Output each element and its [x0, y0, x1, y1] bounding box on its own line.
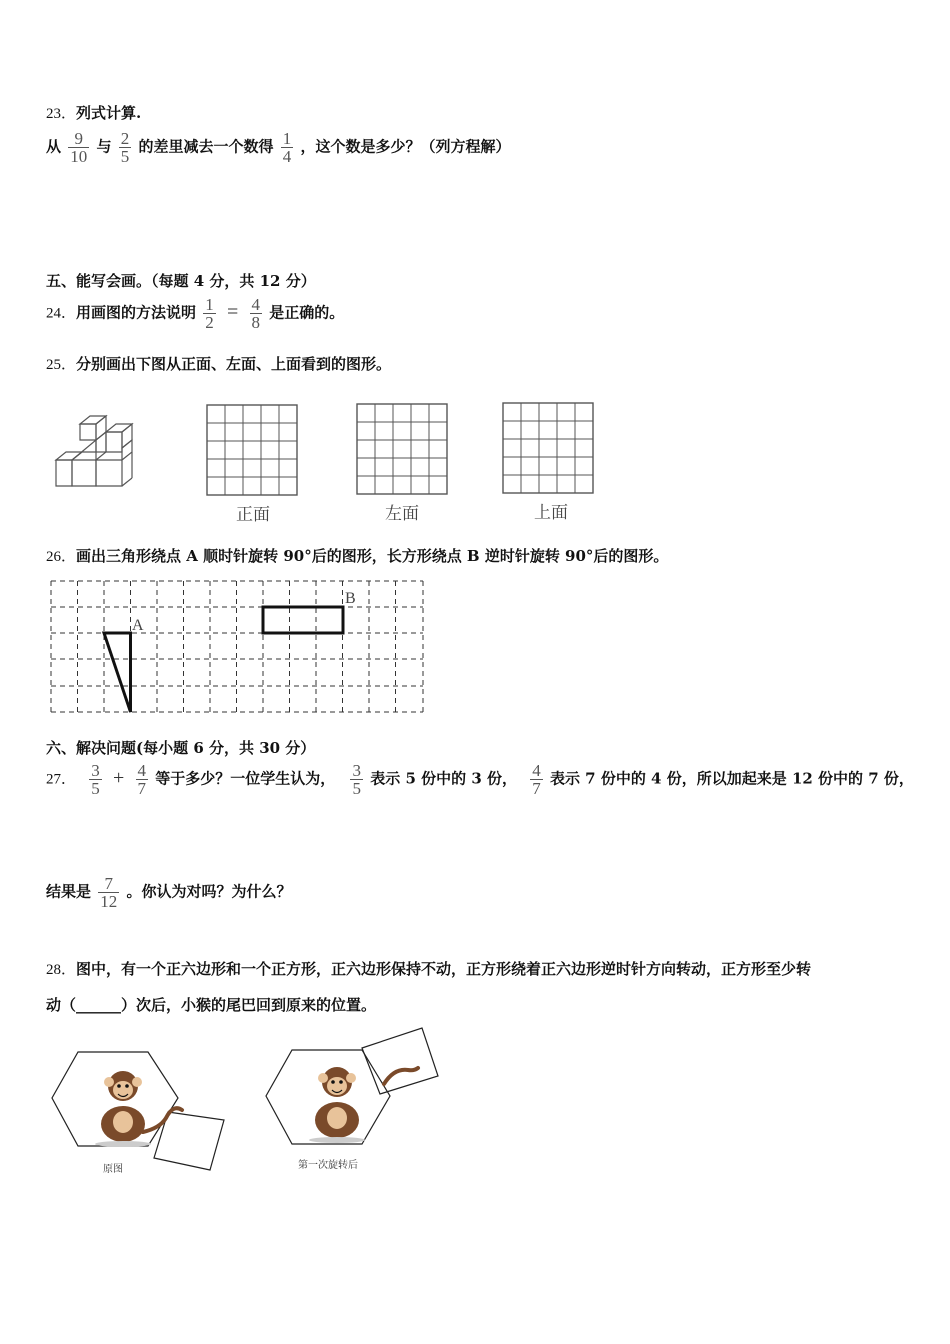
denominator: 5 — [352, 779, 361, 798]
fraction — [250, 296, 263, 331]
q23-body — [46, 130, 510, 165]
question-number: 23． — [46, 106, 77, 122]
question-title: 列式计算. — [76, 104, 142, 122]
question-number: 25． — [46, 357, 77, 373]
fraction — [136, 762, 149, 797]
top-view-label: 上面 — [534, 503, 568, 522]
denominator: 7 — [137, 779, 146, 798]
question-number: 24． — [46, 305, 77, 322]
denominator: 4 — [282, 147, 292, 166]
text: 与 — [96, 137, 112, 156]
question-number: 26． — [46, 549, 77, 565]
front-view-grid — [206, 404, 300, 498]
original-caption: 原图 — [103, 1164, 123, 1175]
q24-body — [46, 296, 344, 331]
question-text: 分别画出下图从正面、左面、上面看到的图形。 — [76, 355, 392, 373]
square-shape — [362, 1028, 438, 1094]
q26-heading — [46, 545, 668, 566]
fraction — [350, 762, 363, 797]
cube-stack-figure — [50, 410, 150, 494]
fraction — [68, 130, 89, 165]
q27-line2 — [46, 875, 292, 910]
text: 是正确的。 — [269, 303, 345, 322]
numerator: 4 — [251, 295, 261, 314]
point-b-label: B — [345, 590, 356, 607]
q28-line2: 动（______）次后，小猴的尾巴回到原来的位置。 — [46, 996, 377, 1014]
text: 表示 5 份中的 3 份， — [370, 769, 517, 788]
q23-heading — [46, 102, 141, 123]
numerator: 9 — [74, 129, 83, 148]
fraction — [98, 875, 119, 910]
fraction — [119, 130, 132, 165]
numerator: 1 — [282, 129, 292, 148]
text: ，这个数是多少？（列方程解） — [300, 137, 511, 156]
text: 的差里减去一个数得 — [138, 137, 274, 156]
rotation-grid — [48, 578, 428, 718]
text: 等于多少？一位学生认为， — [155, 769, 336, 788]
text: 用画图的方法说明 — [76, 303, 197, 322]
fraction — [203, 296, 216, 331]
left-view-label: 左面 — [385, 504, 419, 523]
numerator: 3 — [91, 761, 100, 780]
denominator: 2 — [205, 313, 214, 332]
triangle-shape — [104, 633, 131, 712]
q28-line1 — [46, 958, 811, 979]
monkey-tail — [384, 1068, 418, 1084]
rectangle-shape — [263, 607, 343, 633]
numerator: 2 — [120, 129, 130, 148]
q27-line1 — [46, 762, 914, 797]
top-view-grid — [502, 402, 596, 496]
rotated-figure — [262, 1024, 442, 1154]
front-view-label: 正面 — [236, 505, 270, 524]
denominator: 5 — [120, 147, 130, 166]
text: 表示 7 份中的 4 份，所以加起来是 12 份中的 7 份， — [549, 769, 914, 788]
left-view-grid — [356, 403, 450, 497]
equals-sign: = — [227, 300, 239, 323]
monkey-icon — [309, 1067, 365, 1143]
question-text: 图中，有一个正六边形和一个正方形，正六边形保持不动，正方形绕着正六边形逆时针方向转动，正方形至少转 — [76, 960, 812, 978]
section5-title: 五、能写会画。（每题 4 分，共 12 分） — [46, 272, 316, 290]
question-number: 27． — [46, 771, 77, 788]
denominator: 12 — [100, 892, 118, 911]
text: 从 — [46, 137, 62, 156]
q25-heading — [46, 353, 391, 374]
rotated-caption: 第一次旋转后 — [298, 1160, 358, 1171]
text: 结果是 — [46, 882, 92, 901]
monkey-icon — [95, 1071, 151, 1147]
denominator: 10 — [70, 147, 88, 166]
fraction — [281, 130, 294, 165]
numerator: 3 — [352, 761, 361, 780]
plus-sign: + — [112, 766, 125, 789]
question-number: 28． — [46, 962, 77, 978]
denominator: 7 — [532, 779, 541, 798]
numerator: 1 — [205, 295, 214, 314]
section6-title: 六、解决问题(每小题 6 分，共 30 分） — [46, 739, 316, 757]
numerator: 4 — [137, 761, 146, 780]
denominator: 8 — [251, 313, 261, 332]
original-figure — [48, 1048, 228, 1178]
numerator: 4 — [532, 761, 541, 780]
denominator: 5 — [91, 779, 100, 798]
fraction — [530, 762, 543, 797]
numerator: 7 — [104, 874, 113, 893]
fraction — [89, 762, 102, 797]
point-a-label: A — [132, 617, 144, 634]
text: 。你认为对吗？为什么？ — [126, 882, 292, 901]
question-text: 画出三角形绕点 A 顺时针旋转 90°后的图形，长方形绕点 B 逆时针旋转 90°后的图形。 — [76, 547, 669, 565]
